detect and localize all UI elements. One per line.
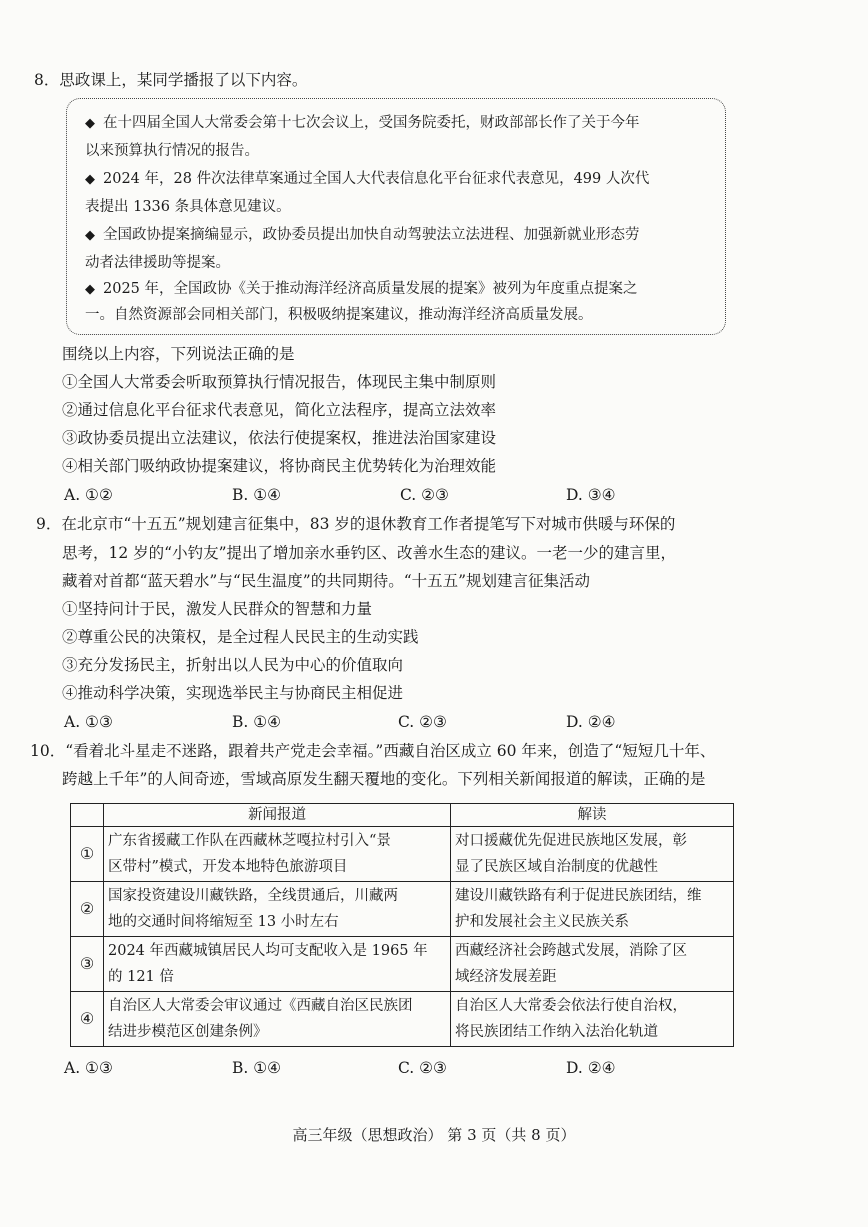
news-cell: 自治区人大常委会审议通过《西藏自治区民族团 结进步模范区创建条例》 [104, 992, 451, 1047]
q8-item-2: ②通过信息化平台征求代表意见，简化立法程序，提高立法效率 [62, 401, 497, 419]
news-cell: 2024 年西藏城镇居民人均可支配收入是 1965 年 的 121 倍 [104, 937, 451, 992]
q8-stem: 8．思政课上，某同学播报了以下内容。 [34, 71, 308, 89]
q9-option-a[interactable]: A. ①③ [64, 713, 113, 731]
q9-option-c[interactable]: C. ②③ [398, 713, 447, 731]
q10-option-a[interactable]: A. ①③ [64, 1059, 113, 1077]
q9-item-4: ④推动科学决策，实现选举民主与协商民主相促进 [62, 684, 404, 702]
table-row [71, 992, 734, 1047]
q9-option-d[interactable]: D. ②④ [566, 713, 616, 731]
diamond-icon: ◆ [85, 228, 95, 243]
news-cell: 国家投资建设川藏铁路，全线贯通后，川藏两 地的交通时间将缩短至 13 小时左右 [104, 882, 451, 937]
q9-stem-line-1: 9．在北京市“十五五”规划建言征集中，83 岁的退休教育工作者提笔写下对城市供暖与环保的 [36, 515, 676, 533]
interp-cell: 西藏经济社会跨越式发展，消除了区 域经济发展差距 [451, 937, 734, 992]
row-number: ② [71, 882, 104, 937]
diamond-icon: ◆ [85, 282, 95, 297]
q8-option-a[interactable]: A. ①② [64, 486, 113, 504]
table-row [71, 882, 734, 937]
interp-cell: 建设川藏铁路有利于促进民族团结，维 护和发展社会主义民族关系 [451, 882, 734, 937]
q9-stem-line-2: 思考，12 岁的“小钓友”提出了增加亲水垂钓区、改善水生态的建议。一老一少的建言里， [62, 544, 677, 562]
news-table [70, 803, 734, 1047]
table-header-row [71, 804, 734, 827]
q8-item-3: ③政协委员提出立法建议，依法行使提案权，推进法治国家建设 [62, 429, 497, 447]
q10-option-b[interactable]: B. ①④ [232, 1059, 282, 1077]
diamond-icon: ◆ [85, 172, 95, 187]
q9-item-2: ②尊重公民的决策权，是全过程人民民主的生动实践 [62, 628, 419, 646]
q10-option-d[interactable]: D. ②④ [566, 1059, 616, 1077]
q8-bullet-1-cont: 以来预算执行情况的报告。 [85, 143, 259, 159]
row-number: ④ [71, 992, 104, 1047]
table-row [71, 827, 734, 882]
q9-stem-line-3: 藏着对首都“蓝天碧水”与“民生温度”的共同期待。“十五五”规划建言征集活动 [62, 572, 591, 590]
table-header-news: 新闻报道 [104, 804, 451, 827]
q8-bullet-3: ◆ 全国政协提案摘编显示，政协委员提出加快自动驾驶法立法进程、加强新就业形态劳 [85, 225, 640, 246]
q10-stem-line-1: 10．“看着北斗星走不迷路，跟着共产党走会幸福。”西藏自治区成立 60 年来，创造了“短短几十年、 [30, 742, 716, 760]
q8-bullet-1: ◆ 在十四届全国人大常委会第十七次会议上，受国务院委托，财政部部长作了关于今年 [85, 113, 640, 134]
row-number: ① [71, 827, 104, 882]
q8-bullet-2-cont: 表提出 1336 条具体意见建议。 [85, 199, 291, 215]
q10-stem-line-2: 跨越上千年”的人间奇迹，雪域高原发生翻天覆地的变化。下列相关新闻报道的解读，正确的是 [62, 770, 706, 788]
q10-option-c[interactable]: C. ②③ [398, 1059, 447, 1077]
q8-bullet-3-cont: 动者法律援助等提案。 [85, 255, 230, 271]
interp-cell: 对口援藏优先促进民族地区发展，彰 显了民族区域自治制度的优越性 [451, 827, 734, 882]
q8-bullet-2: ◆ 2024 年，28 件次法律草案通过全国人大代表信息化平台征求代表意见，499 人次代 [85, 169, 649, 190]
diamond-icon: ◆ [85, 116, 95, 131]
q8-option-c[interactable]: C. ②③ [400, 486, 449, 504]
q8-news-box [66, 98, 726, 335]
q9-item-3: ③充分发扬民主，折射出以人民为中心的价值取向 [62, 656, 404, 674]
q9-option-b[interactable]: B. ①④ [232, 713, 282, 731]
q8-bullet-4-cont: 一。自然资源部会同相关部门，积极吸纳提案建议，推动海洋经济高质量发展。 [85, 307, 593, 323]
q8-lead: 围绕以上内容，下列说法正确的是 [62, 345, 295, 363]
q8-bullet-4: ◆ 2025 年，全国政协《关于推动海洋经济高质量发展的提案》被列为年度重点提案之 [85, 279, 638, 300]
q8-option-b[interactable]: B. ①④ [232, 486, 282, 504]
table-row [71, 937, 734, 992]
table-header-interp: 解读 [451, 804, 734, 827]
interp-cell: 自治区人大常委会依法行使自治权， 将民族团结工作纳入法治化轨道 [451, 992, 734, 1047]
q8-option-d[interactable]: D. ③④ [566, 486, 616, 504]
news-cell: 广东省援藏工作队在西藏林芝嘎拉村引入“景 区带村”模式，开发本地特色旅游项目 [104, 827, 451, 882]
q9-item-1: ①坚持问计于民，激发人民群众的智慧和力量 [62, 600, 373, 618]
q8-item-1: ①全国人大常委会听取预算执行情况报告，体现民主集中制原则 [62, 373, 497, 391]
table-header-num [71, 804, 104, 827]
row-number: ③ [71, 937, 104, 992]
page-footer: 高三年级（思想政治） 第 3 页（共 8 页） [292, 1126, 576, 1144]
q8-item-4: ④相关部门吸纳政协提案建议，将协商民主优势转化为治理效能 [62, 457, 497, 475]
